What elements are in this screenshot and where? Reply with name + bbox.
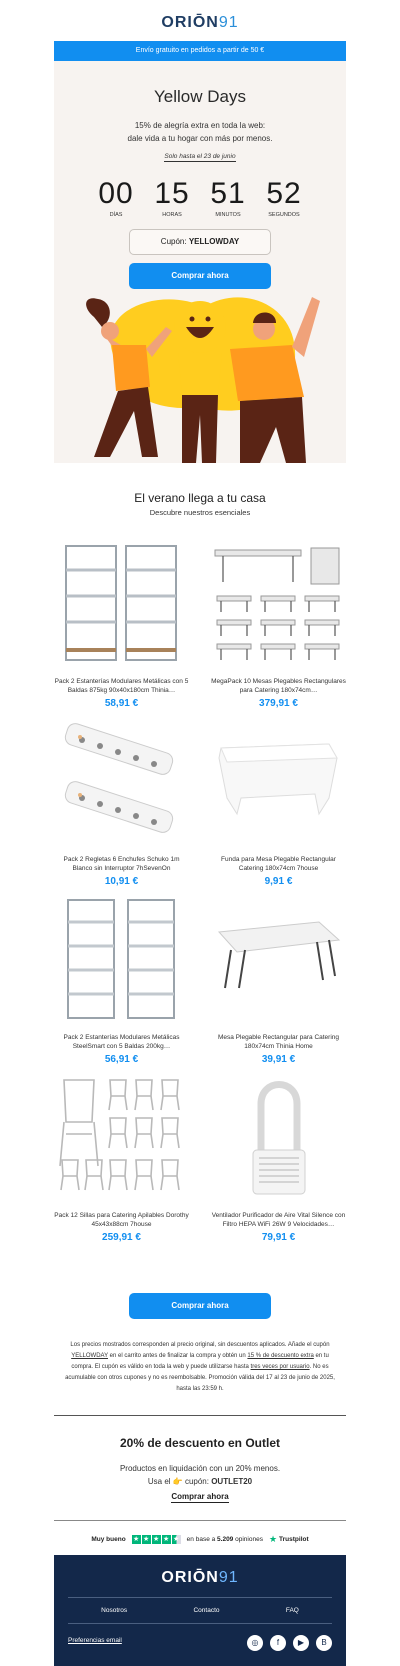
folding-table-icon <box>211 896 346 1022</box>
blog-icon[interactable]: B <box>316 1635 332 1651</box>
outlet-line1: Productos en liquidación con un 20% menos. <box>119 1464 281 1473</box>
footer-nav <box>68 1607 332 1614</box>
logo-number: 91 <box>218 14 239 31</box>
product-price: 259,91 € <box>102 1232 141 1243</box>
footer-divider <box>68 1623 332 1624</box>
star-icon: ★ <box>153 1535 160 1543</box>
countdown-seconds-value: 52 <box>266 177 302 210</box>
review-count <box>187 1536 263 1543</box>
hero-illustration <box>54 287 346 463</box>
summer-section-title: El verano llega a tu casa <box>134 491 266 505</box>
countdown-days <box>92 177 140 218</box>
product-price: 79,91 € <box>261 1232 296 1243</box>
footer-link-faq[interactable]: FAQ <box>285 1607 299 1614</box>
brand-logo[interactable] <box>0 14 400 32</box>
rating-stars <box>132 1535 181 1544</box>
countdown-seconds <box>260 177 308 218</box>
outlet-title: 20% de descuento en Outlet <box>119 1436 281 1450</box>
rating-text: Muy bueno <box>91 1535 126 1543</box>
facebook-icon[interactable]: f <box>270 1635 286 1651</box>
product-name[interactable]: Pack 12 Sillas para Catering Apilables Dorothy 45x43x88cm 7house <box>54 1212 189 1228</box>
hero-subtitle-line1: 15% de alegría extra en toda la web: <box>134 121 266 130</box>
folding-tables-icon <box>211 540 346 666</box>
promo-deadline-text: Solo hasta el 23 de junio <box>164 153 236 160</box>
footer <box>54 1555 346 1666</box>
social-links <box>247 1635 332 1651</box>
trustpilot-brand: Trustpilot <box>279 1535 309 1543</box>
free-shipping-bar: Envío gratuito en pedidos a partir de 50 € <box>54 41 346 61</box>
product-price: 56,91 € <box>104 1054 139 1065</box>
outlet-description <box>0 1462 400 1488</box>
legal-usage-link[interactable]: tres veces por usuario <box>250 1364 310 1370</box>
countdown-days-value: 00 <box>98 177 134 210</box>
legal-text-1: Los precios mostrados corresponden al precio original, sin descuentos aplicados. Añade el cupón <box>70 1342 330 1348</box>
table-cover-icon <box>211 718 346 844</box>
countdown-timer <box>54 177 346 218</box>
legal-coupon-link[interactable]: YELLOWDAY <box>71 1353 108 1359</box>
countdown-seconds-label: SEGUNDOS <box>268 212 300 218</box>
countdown-minutes-value: 51 <box>210 177 246 210</box>
promo-deadline <box>54 153 346 160</box>
legal-text-2: en el carrito antes de finalizar la compra y obtén un <box>107 1353 248 1359</box>
product-card[interactable] <box>54 540 189 709</box>
footer-divider <box>68 1597 332 1598</box>
product-card[interactable] <box>211 718 346 887</box>
countdown-minutes-label: MINUTOS <box>215 212 241 218</box>
outlet-code: OUTLET20 <box>211 1477 253 1486</box>
footer-link-contact[interactable]: Contacto <box>193 1607 220 1614</box>
half-star-icon: ★ <box>173 1535 180 1543</box>
product-price: 379,91 € <box>259 698 298 709</box>
product-card[interactable] <box>211 896 346 1065</box>
hero-buy-button[interactable]: Comprar ahora <box>129 263 271 289</box>
hero-banner <box>54 61 346 463</box>
power-strip-icon <box>54 718 189 844</box>
product-card[interactable] <box>211 1074 346 1243</box>
legal-text-4: . No es acumulable con otros cupones y no es reembolsable. Promoción válida del 17 al 23 de junio de 2025, hasta las 23:59 h. <box>65 1364 335 1392</box>
coupon-prefix: Cupón: <box>160 237 189 246</box>
countdown-hours <box>148 177 196 218</box>
section-divider <box>54 1520 346 1521</box>
outlet-line2 <box>0 1475 400 1488</box>
legal-discount-link[interactable]: 15 % de descuento extra <box>247 1353 314 1359</box>
footer-logo[interactable] <box>54 1569 346 1587</box>
chairs-icon <box>54 1074 189 1200</box>
countdown-minutes <box>204 177 252 218</box>
summer-section-subtitle: Descubre nuestros esenciales <box>149 508 251 517</box>
trustpilot-logo <box>269 1534 309 1545</box>
product-card[interactable] <box>54 1074 189 1243</box>
countdown-days-label: DÍAS <box>109 212 123 218</box>
shelving-icon <box>54 540 189 666</box>
product-card[interactable] <box>54 718 189 887</box>
instagram-icon[interactable]: ◎ <box>247 1635 263 1651</box>
product-name[interactable]: Pack 2 Estanterías Modulares Metálicas con 5 Baldas 875kg 90x40x180cm Thinia… <box>54 678 189 694</box>
hero-subtitle-line2: dale vida a tu hogar con más por menos. <box>127 134 273 143</box>
review-count-prefix: en base a <box>186 1535 218 1543</box>
footer-logo-number: 91 <box>218 1569 239 1586</box>
hero-title: Yellow Days <box>154 87 246 106</box>
hero-subtitle <box>54 119 346 145</box>
products-buy-button[interactable]: Comprar ahora <box>129 1293 271 1319</box>
product-price: 39,91 € <box>261 1054 296 1065</box>
product-name[interactable]: Ventilador Purificador de Aire Vital Silence con Filtro HEPA WiFi 26W 9 Velocidades… <box>211 1212 346 1228</box>
product-name[interactable]: MegaPack 10 Mesas Plegables Rectangulares para Catering 180x74cm… <box>211 678 346 694</box>
coupon-box <box>129 229 271 255</box>
star-icon: ★ <box>133 1535 140 1543</box>
trustpilot-star-icon: ★ <box>268 1533 278 1544</box>
smiley-person-figure <box>174 301 226 463</box>
outlet-code-prefix: Usa el 👉 cupón: <box>147 1477 212 1486</box>
air-purifier-icon <box>211 1074 346 1200</box>
section-divider <box>54 1415 346 1416</box>
outlet-buy-link[interactable] <box>0 1492 400 1501</box>
product-name[interactable]: Mesa Plegable Rectangular para Catering 180x74cm Thinia Home <box>217 1034 340 1050</box>
trustpilot-rating[interactable] <box>54 1529 346 1549</box>
email-preferences-link[interactable]: Preferencias email <box>68 1637 122 1644</box>
review-count-suffix: opiniones <box>233 1535 263 1543</box>
logo-text: ORIŌN <box>161 14 219 31</box>
product-name[interactable]: Pack 2 Regletas 6 Enchufes Schuko 1m Blanco sin Interruptor 7hSevenOn <box>63 856 180 872</box>
product-price: 9,91 € <box>264 876 293 887</box>
legal-text-3: en tu compra. El cupón es válido en toda la web y puede utilizarse hasta <box>71 1353 329 1370</box>
footer-logo-text: ORIŌN <box>161 1569 219 1586</box>
footer-link-about[interactable]: Nosotros <box>101 1607 128 1614</box>
legal-terms <box>62 1340 338 1395</box>
youtube-icon[interactable]: ▶ <box>293 1635 309 1651</box>
countdown-hours-value: 15 <box>154 177 190 210</box>
star-icon: ★ <box>163 1535 170 1543</box>
countdown-hours-label: HORAS <box>162 212 182 218</box>
product-price: 10,91 € <box>104 876 139 887</box>
outlet-buy-link-label[interactable]: Comprar ahora <box>171 1492 229 1501</box>
review-count-number: 5.209 <box>217 1535 234 1543</box>
product-name[interactable]: Pack 2 Estanterías Modulares Metálicas SteelSmart con 5 Baldas 200kg… <box>63 1034 180 1050</box>
product-card[interactable] <box>211 540 346 709</box>
product-name[interactable]: Funda para Mesa Plegable Rectangular Catering 180x74cm 7house <box>221 856 336 872</box>
product-price: 58,91 € <box>104 698 139 709</box>
star-icon: ★ <box>143 1535 150 1543</box>
shelving-icon <box>54 896 189 1022</box>
product-card[interactable] <box>54 896 189 1065</box>
coupon-code: YELLOWDAY <box>188 237 240 246</box>
